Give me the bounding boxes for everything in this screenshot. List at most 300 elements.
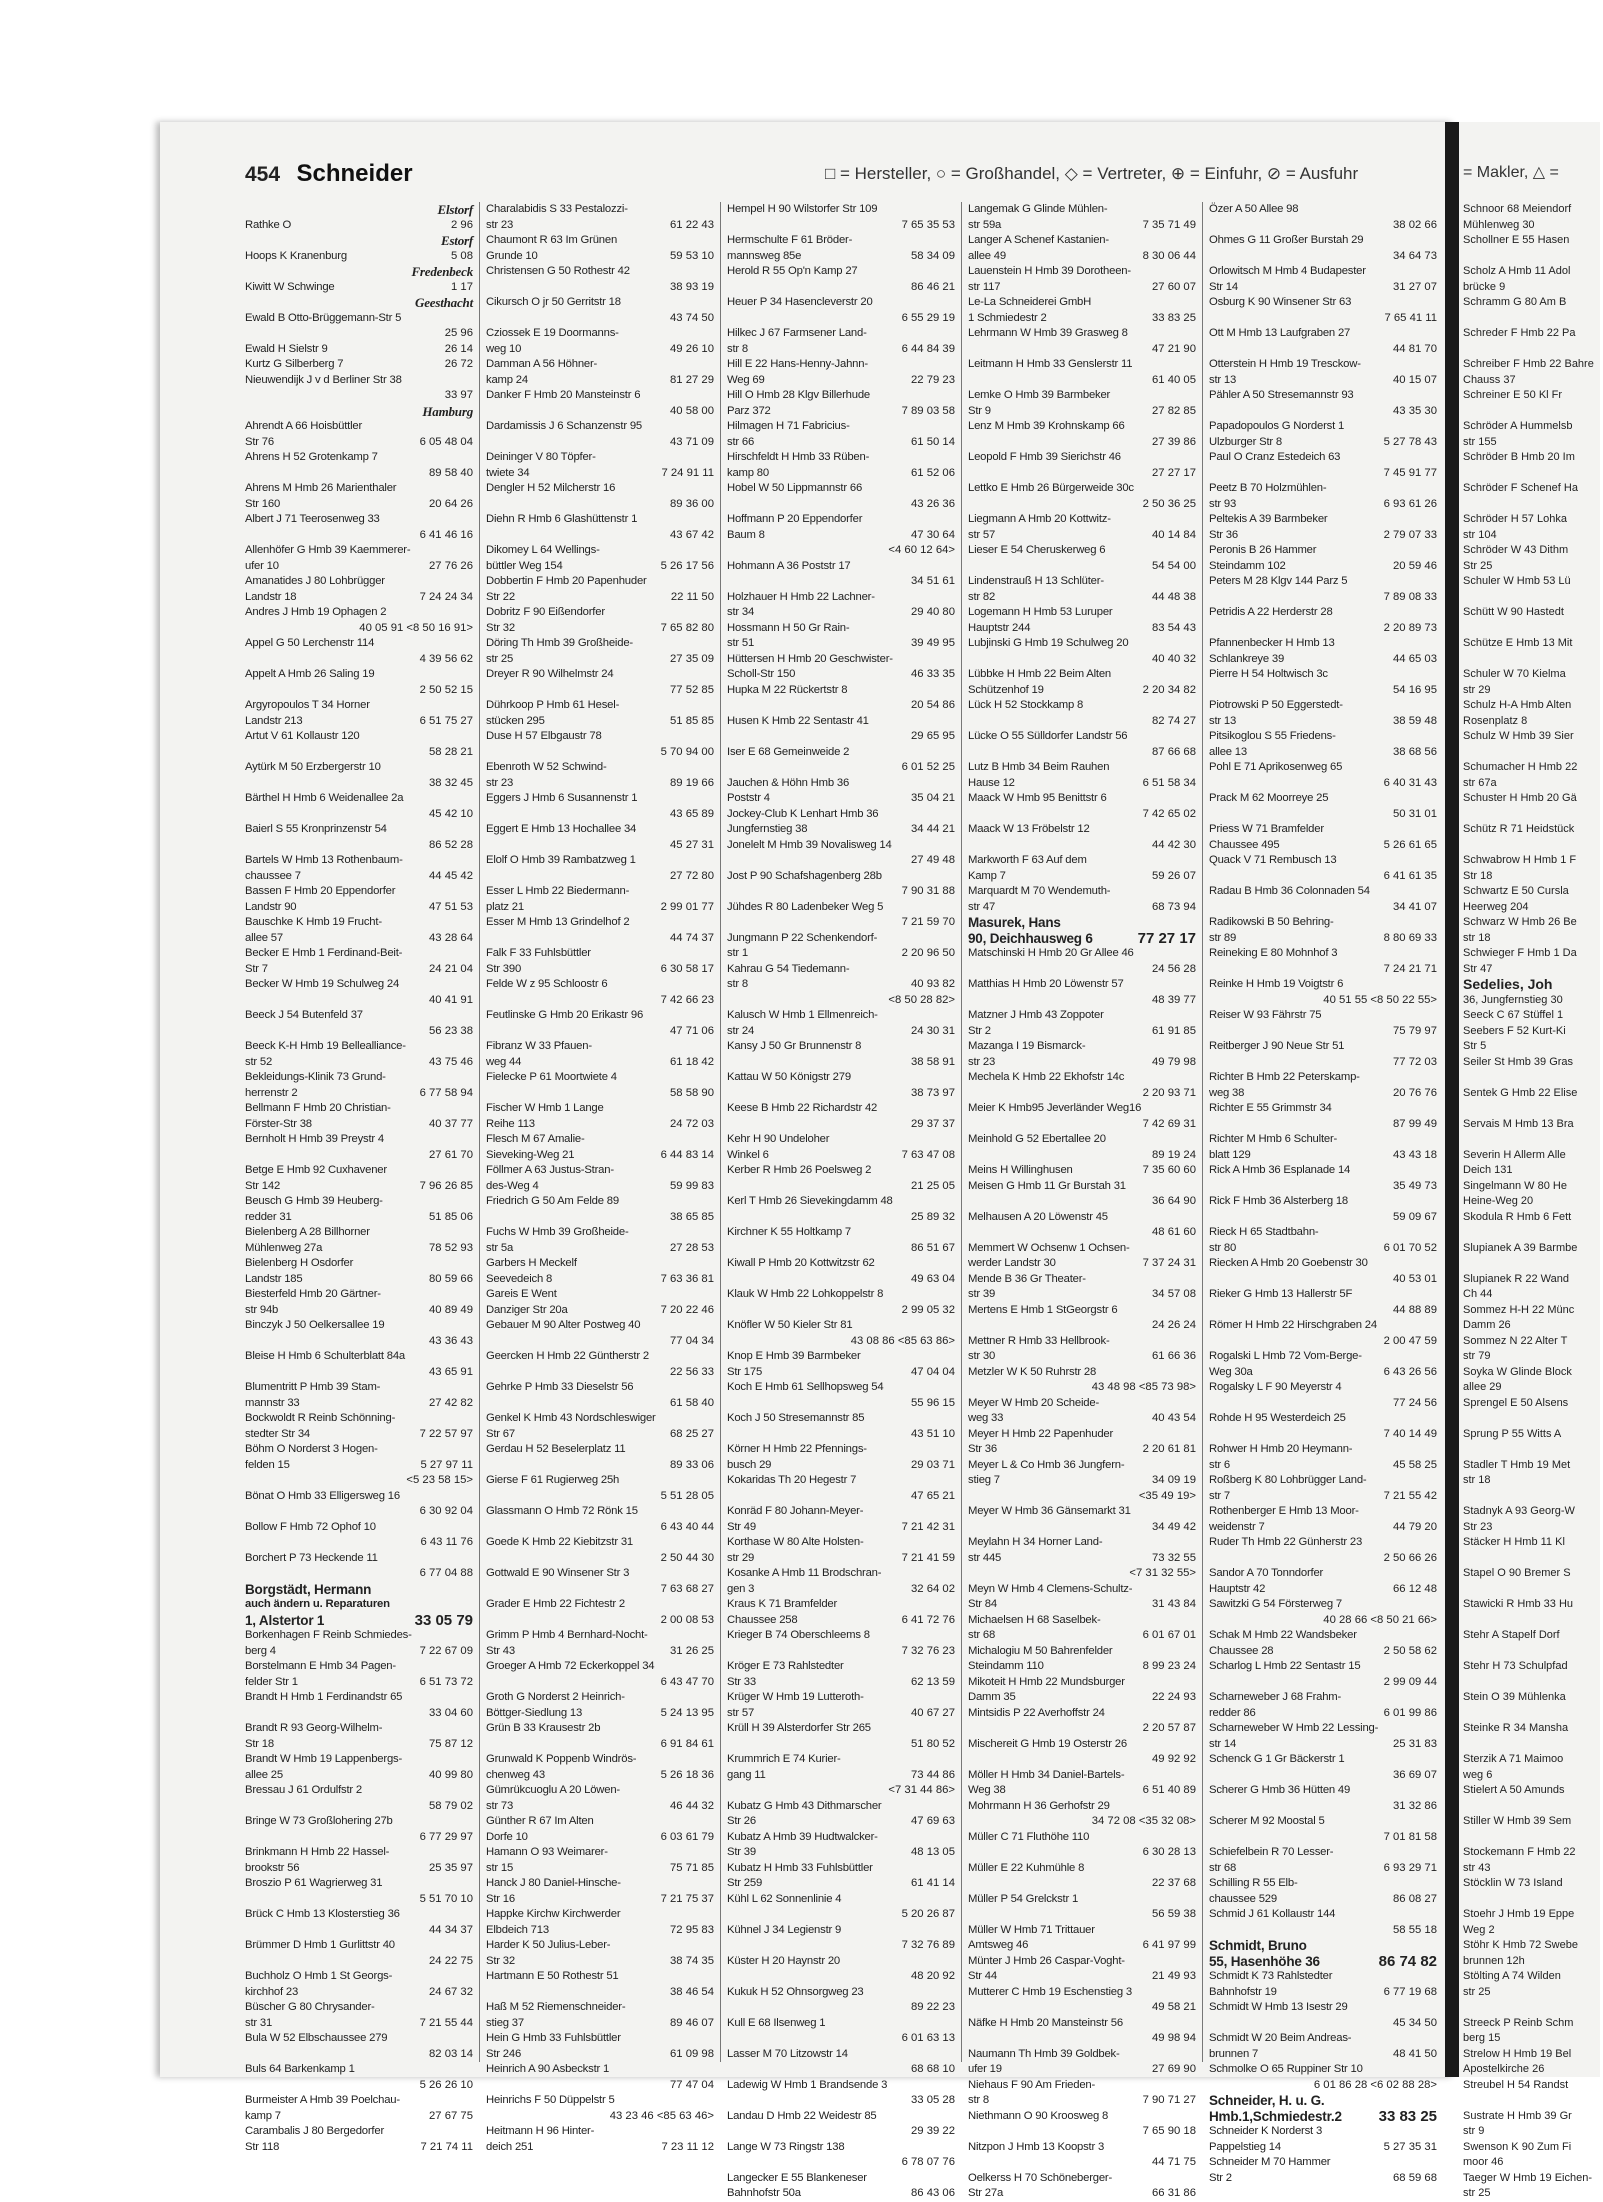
directory-entry [727,652,955,668]
entry-text: Münter J Hmb 26 Caspar-Voght- [968,1954,1125,1967]
entry-text: Schützenhof 19 [968,683,1044,696]
entry-text: Hartmann E 50 Rothestr 51 [486,1970,619,1982]
entry-text: Hill O Hmb 28 Klgv Billerhude [727,389,871,401]
directory-entry [486,1954,714,1970]
entry-text: Mertens E Hmb 1 StGeorgstr 6 [968,1303,1118,1316]
directory-entry [727,1256,955,1272]
phone-number: 5 26 18 36 [660,1768,714,1781]
entry-text: Husen K Hmb 22 Sentastr 41 [727,714,869,727]
directory-entry [727,714,955,730]
phone-number: 33 05 79 [414,1611,473,1629]
directory-entry [727,481,955,497]
directory-entry [245,1597,473,1613]
directory-entry [1209,1148,1437,1164]
entry-text: Peters M 28 Klgv 144 Parz 5 [1209,575,1348,587]
entry-text: Michalogiu M 50 Bahrenfelder [968,1644,1113,1657]
entry-text: str 23 [486,218,514,231]
entry-text: Str 44 [968,1970,997,1982]
directory-entry [1209,1582,1437,1598]
entry-text: kamp 80 [727,466,769,479]
entry-text: Melhausen A 20 Löwenstr 45 [968,1210,1108,1223]
directory-entry [727,667,955,683]
next-page-entry: Schulz W Hmb 39 Sier [1463,730,1574,742]
entry-text: Str 390 [486,962,522,975]
entry-text: stedter Str 34 [245,1427,311,1440]
phone-number: 7 35 60 60 [1142,1164,1196,1176]
entry-text: stücken 295 [486,714,545,727]
phone-number: 68 68 10 [911,2063,955,2075]
directory-entry [727,435,955,451]
phone-number: 38 46 54 [670,1985,714,1998]
directory-entry [1209,218,1437,234]
phone-number: 89 19 66 [670,776,714,789]
entry-text: Fuchs W Hmb 39 Großheide- [486,1226,629,1238]
entry-text: Kehr H 90 Undeloher [727,1133,830,1145]
directory-entry [968,1876,1196,1892]
left-margin [0,0,160,2177]
directory-entry [486,714,714,730]
phone-number: 40 99 80 [429,1768,473,1781]
entry-text: Kubatz H Hmb 33 Fuhlsbüttler [727,1861,873,1874]
directory-entry [245,884,473,900]
phone-number: 46 44 32 [670,1799,714,1812]
phone-number: 4 39 56 62 [419,652,473,665]
directory-entry [968,745,1196,761]
directory-entry [1209,1055,1437,1071]
directory-entry [968,946,1196,962]
directory-entry [968,2171,1196,2187]
next-page-entry [1463,1892,1603,1908]
directory-entry [727,373,955,389]
directory-entry [1209,1411,1437,1427]
directory-entry [486,1535,714,1551]
next-page-entry: Scholz A Hmb 11 Adol [1463,265,1571,277]
entry-text: Orlowitsch M Hmb 4 Budapester [1209,265,1366,277]
phone-number: 7 20 22 46 [660,1303,714,1316]
directory-entry [486,1597,714,1613]
directory-entry [486,621,714,637]
phone-number: 25 96 [444,327,473,339]
directory-entry [1209,605,1437,621]
entry-text: Beeck J 54 Butenfeld 37 [245,1009,363,1021]
entry-text: blatt 129 [1209,1148,1251,1161]
directory-entry [727,1442,955,1458]
directory-entry [1209,1427,1437,1443]
directory-entry [245,1365,473,1381]
phone-number: 5 08 [451,249,473,262]
directory-entry [245,605,473,621]
directory-entry [727,543,955,559]
entry-text: Str 84 [968,1598,997,1610]
entry-text: Schmidt W 20 Beim Andreas- [1209,2032,1352,2044]
directory-entry [968,1597,1196,1613]
next-page-entry [1463,621,1603,637]
entry-text: Str 22 [486,590,515,603]
phone-number: 40 51 55 <8 50 22 55> [1323,993,1437,1006]
phone-number: 7 65 82 80 [660,621,714,634]
entry-text: str 1 [727,947,748,959]
directory-entry [245,1303,473,1319]
directory-entry [245,1721,473,1737]
entry-text: Hupka M 22 Rückertstr 8 [727,683,848,696]
entry-text: str 89 [1209,931,1237,944]
entry-text: Mende B 36 Gr Theater- [968,1272,1086,1285]
entry-text: Krüll H 39 Alsterdorfer Str 265 [727,1722,871,1734]
phone-number: 2 99 09 44 [1383,1675,1437,1688]
next-page-entry: str 79 [1463,1350,1491,1362]
directory-entry [245,776,473,792]
next-page-entry: Sommez N 22 Alter T [1463,1334,1568,1347]
directory-entry [245,1179,473,1195]
directory-entry [968,869,1196,885]
directory-entry [245,450,473,466]
entry-text: ufer 19 [968,2063,1002,2075]
next-page-entry [1463,1070,1603,1086]
entry-text: kamp 7 [245,2109,281,2122]
directory-entry [245,993,473,1009]
phone-number: 7 42 65 02 [1142,807,1196,820]
phone-number: 77 24 56 [1393,1396,1437,1409]
entry-text: Ahrens M Hmb 26 Marienthaler [245,482,397,494]
phone-number: 73 32 55 [1152,1551,1196,1564]
next-page-entry: str 25 [1463,1985,1491,1998]
entry-text: allee 49 [968,249,1006,262]
directory-entry [1209,1985,1437,2001]
directory-entry [968,1907,1196,1923]
directory-entry [1209,2124,1437,2140]
directory-entry [245,729,473,745]
entry-text: Scholl-Str 150 [727,668,796,680]
directory-entry [245,900,473,916]
directory-entry [245,419,473,435]
entry-text: Brinkmann H Hmb 22 Hassel- [245,1846,390,1858]
entry-text: Müller W Hmb 71 Trittauer [968,1923,1095,1936]
directory-entry [1209,1613,1437,1629]
directory-entry [1209,450,1437,466]
entry-text: Cikursch O jr 50 Gerritstr 18 [486,296,621,308]
entry-text: Str 2 [968,1024,991,1037]
directory-entry [1209,1272,1437,1288]
directory-entry [486,559,714,575]
directory-entry [245,1799,473,1815]
entry-text: Kattau W 50 Königstr 279 [727,1071,851,1083]
next-page-entry: Severin H Allerm Alle [1463,1148,1566,1161]
entry-text: Jockey-Club K Lenhart Hmb 36 [727,807,879,820]
next-page-entry: Slupianek A 39 Barmbe [1463,1241,1578,1254]
directory-entry [727,1582,955,1598]
directory-entry [486,342,714,358]
entry-text: Peronis B 26 Hammer [1209,544,1317,556]
entry-text: Grimm P Hmb 4 Bernhard-Nocht- [486,1629,648,1641]
next-page-entry: Schulz H-A Hmb Alten [1463,699,1572,711]
directory-entry [486,1380,714,1396]
directory-entry [486,1706,714,1722]
directory-entry [727,776,955,792]
phone-number: 31 27 07 [1393,280,1437,293]
phone-number: 58 34 09 [911,249,955,262]
directory-entry [245,1814,473,1830]
entry-text: Kosanke A Hmb 11 Brodschran- [727,1567,882,1579]
directory-entry [968,621,1196,637]
directory-entry [727,1845,955,1861]
entry-text: Pohl E 71 Aprikosenweg 65 [1209,761,1343,773]
entry-text: Quack V 71 Rembusch 13 [1209,854,1337,866]
next-page-entry: Schröder F Schenef Ha [1463,482,1578,494]
entry-text: Str 39 [727,1846,756,1858]
directory-entry [727,760,955,776]
entry-text: Broszio P 61 Wagrierweg 31 [245,1877,383,1889]
phone-number: 6 55 29 19 [901,311,955,324]
directory-entry [486,1411,714,1427]
entry-text: str 57 [727,1706,755,1719]
directory-entry [1209,776,1437,792]
directory-entry [1209,590,1437,606]
directory-entry [486,822,714,838]
directory-columns [245,202,1440,2199]
phone-number: <8 50 28 82> [888,993,955,1006]
directory-entry [1209,1706,1437,1722]
directory-entry [1209,1318,1437,1334]
phone-number: 66 31 86 [1152,2187,1196,2199]
directory-entry [245,1876,473,1892]
directory-entry [727,1132,955,1148]
phone-number: 6 44 84 39 [901,342,955,355]
phone-number: 2 00 47 59 [1383,1334,1437,1347]
entry-text: Fischer W Hmb 1 Lange [486,1102,604,1114]
directory-entry [1209,993,1437,1009]
next-page-entry: Stoehr J Hmb 19 Eppe [1463,1908,1575,1920]
directory-entry [245,218,473,234]
entry-text: str 8 [727,342,748,355]
directory-entry [727,497,955,513]
next-page-entry: Singelmann W 80 He [1463,1179,1567,1192]
entry-text: Str 175 [727,1365,763,1378]
directory-entry [1209,915,1437,931]
directory-entry [727,962,955,978]
next-page-entry: Schröder H 57 Lohka [1463,513,1567,525]
entry-text: Becker W Hmb 19 Schulweg 24 [245,978,400,990]
directory-entry [968,481,1196,497]
next-page-entry [1463,1830,1603,1846]
directory-entry [968,450,1196,466]
entry-text: Genkel K Hmb 43 Nordschleswiger [486,1412,656,1424]
phone-number: 43 48 98 <85 73 98> [1091,1381,1196,1393]
phone-number: 22 24 93 [1152,1691,1196,1703]
phone-number: 87 99 49 [1393,1117,1437,1130]
phone-number: 58 55 18 [1393,1923,1437,1936]
directory-entry [968,543,1196,559]
entry-text: Piotrowski P 50 Eggerstedt- [1209,699,1343,711]
phone-number: 58 58 90 [670,1086,714,1099]
phone-number: 1 17 [451,280,473,293]
directory-entry [968,605,1196,621]
directory-entry [245,683,473,699]
directory-entry [245,1923,473,1939]
entry-text: Bärthel H Hmb 6 Weidenallee 2a [245,792,404,804]
phone-number: 46 33 35 [911,668,955,680]
next-page-entry: brücke 9 [1463,280,1506,293]
phone-number: 59 99 83 [670,1179,714,1192]
entry-text: Konräd F 80 Johann-Meyer- [727,1505,864,1517]
directory-entry [968,1535,1196,1551]
directory-entry [486,1396,714,1412]
entry-text: felden 15 [245,1458,290,1471]
directory-entry [245,1504,473,1520]
directory-entry [727,1489,955,1505]
directory-entry [968,1830,1196,1846]
phone-number: 6 01 99 86 [1383,1706,1437,1719]
entry-text: Str 32 [486,621,515,634]
phone-number: 2 20 93 71 [1142,1086,1196,1099]
entry-text: str 51 [727,637,755,649]
directory-entry [727,1349,955,1365]
entry-text: platz 21 [486,900,524,913]
next-page-entry: Schütz R 71 Heidstück [1463,823,1575,835]
entry-text: Hauptstr 42 [1209,1582,1266,1595]
directory-entry [727,1334,955,1350]
directory-entry [245,388,473,404]
next-page-entry: Apostelkirche 26 [1463,2063,1545,2075]
entry-text: Bönat O Hmb 33 Elligersweg 16 [245,1489,400,1502]
entry-text: Bahnhofstr 19 [1209,1985,1277,1998]
directory-entry [245,1008,473,1024]
entry-text: Bernholt H Hmb 39 Preystr 4 [245,1133,385,1145]
directory-entry [968,528,1196,544]
entry-text: Heinrichs F 50 Düppelstr 5 [486,2094,615,2106]
next-page-entry: brunnen 12h [1463,1954,1525,1967]
entry-text: Günther R 67 Im Alten [486,1815,594,1827]
phone-number: 40 40 32 [1152,652,1196,665]
directory-entry [727,791,955,807]
phone-number: 78 52 93 [429,1241,473,1254]
entry-text: Hoops K Kranenburg [245,249,347,262]
next-page-entry: Strelow H Hmb 19 Bel [1463,2047,1572,2060]
phone-number: 47 21 90 [1152,342,1196,355]
entry-text: Brümmer D Hmb 1 Gurlittstr 40 [245,1939,395,1951]
entry-text: Friedrich G 50 Am Felde 89 [486,1195,619,1207]
next-page-entry: Schnoor 68 Meiendorf [1463,203,1572,215]
entry-text: Beusch G Hmb 39 Heuberg- [245,1195,383,1207]
directory-column-1 [245,202,473,2153]
entry-text: Bockwoldt R Reinb Schönning- [245,1412,396,1424]
entry-text: Mühlenweg 27a [245,1241,323,1254]
directory-entry [486,249,714,265]
directory-entry [1209,1210,1437,1226]
entry-text: Schmid J 61 Kollaustr 144 [1209,1908,1336,1920]
directory-entry [1209,497,1437,513]
directory-entry [968,2016,1196,2032]
directory-entry [727,1954,955,1970]
next-page-entry: Schwartz E 50 Cursla [1463,885,1569,897]
directory-entry [245,481,473,497]
directory-entry [486,1644,714,1660]
directory-entry [486,1876,714,1892]
directory-entry [727,2140,955,2156]
entry-text: Knop E Hmb 39 Barmbeker [727,1350,861,1362]
entry-text: Pappelstieg 14 [1209,2140,1281,2153]
entry-text: allee 57 [245,931,283,944]
entry-text: Grün B 33 Krausestr 2b [486,1722,601,1734]
directory-entry [245,1845,473,1861]
phone-number: 7 21 55 44 [419,2016,473,2029]
entry-text: Liegmann A Hmb 20 Kottwitz- [968,513,1111,525]
directory-entry [245,667,473,683]
entry-text: Str 18 [245,1737,274,1750]
directory-entry [245,2124,473,2140]
next-page-entry: Schröder W 43 Dithm [1463,544,1569,556]
phone-number: 26 14 [444,342,473,355]
phone-number: 7 37 24 31 [1142,1257,1196,1269]
directory-entry [245,1039,473,1055]
directory-entry [245,497,473,513]
directory-entry [245,1024,473,1040]
directory-entry [727,1969,955,1985]
directory-entry [245,621,473,637]
directory-entry [1209,1303,1437,1319]
directory-entry [245,1086,473,1102]
directory-entry [968,1768,1196,1784]
directory-entry [968,1473,1196,1489]
next-page-entry: Soyka W Glinde Block [1463,1365,1572,1378]
phone-number: 6 01 52 25 [901,761,955,773]
entry-text: Kull E 68 Ilsenweg 1 [727,2016,826,2029]
directory-entry [486,1675,714,1691]
phone-number: 29 03 71 [911,1458,955,1471]
phone-number: 27 35 09 [670,652,714,665]
phone-number: 48 39 77 [1152,993,1196,1006]
entry-text: deich 251 [486,2140,534,2153]
phone-number: 33 04 60 [429,1706,473,1719]
entry-text: stieg 37 [486,2016,524,2029]
phone-number: 68 59 68 [1393,2171,1437,2184]
next-page-entry [1463,466,1603,482]
directory-entry [486,1039,714,1055]
phone-number: 43 23 46 <85 63 46> [609,2109,714,2122]
entry-text: Näfke H Hmb 20 Mansteinstr 56 [968,2016,1123,2029]
entry-text: Langer A Schenef Kastanien- [968,234,1109,246]
phone-number: 22 56 33 [670,1365,714,1378]
directory-entry [968,915,1196,931]
entry-text: Kansy J 50 Gr Brunnenstr 8 [727,1040,862,1052]
city-heading: Estorf [440,233,473,248]
directory-entry [1209,1876,1437,1892]
next-page-entry [1463,1101,1603,1117]
entry-text: Ewald H Sielstr 9 [245,342,328,355]
entry-text: Dikomey L 64 Wellings- [486,544,600,556]
directory-entry [245,1163,473,1179]
column-divider [1202,202,1203,2062]
directory-entry [968,2062,1196,2078]
directory-entry [1209,2140,1437,2156]
entry-text: Blumentritt P Hmb 39 Stam- [245,1381,381,1393]
next-page-entry [1463,652,1603,668]
entry-text: Duse H 57 Elbgaustr 78 [486,730,602,742]
entry-text: Seevedeich 8 [486,1272,553,1285]
directory-entry [968,1504,1196,1520]
directory-entry [1209,1954,1437,1970]
directory-entry [486,2062,714,2078]
entry-text: Rathke O [245,218,292,231]
directory-entry [1209,1892,1437,1908]
directory-entry [1209,1737,1437,1753]
next-page-entry [1463,1442,1603,1458]
entry-text: Ahrens H 52 Grotenkamp 7 [245,451,378,463]
directory-entry [1209,683,1437,699]
directory-entry [727,218,955,234]
directory-entry [968,2140,1196,2156]
entry-text: Kerl T Hmb 26 Sievekingdamm 48 [727,1195,893,1207]
directory-entry [968,1427,1196,1443]
